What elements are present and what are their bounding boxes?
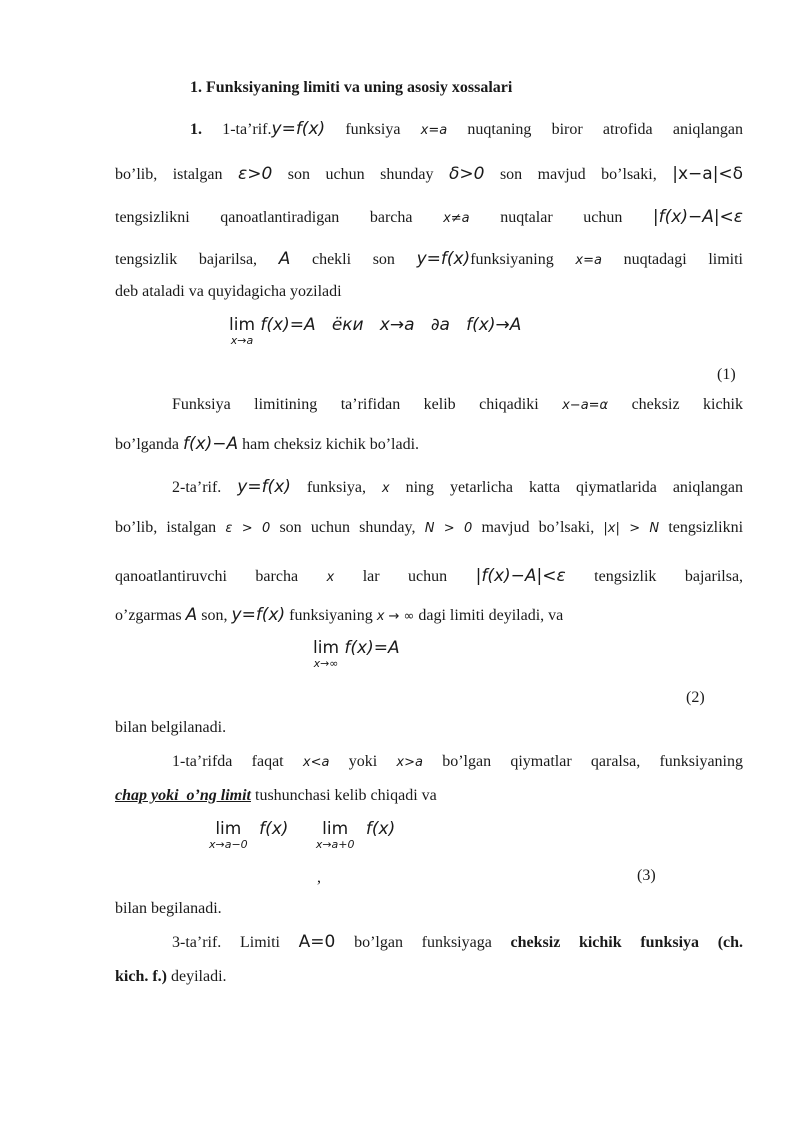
text: bilan begilanadi. (115, 900, 222, 917)
formula-N-pos: N > 0 (424, 521, 473, 536)
text: nuqtadagi limiti (623, 251, 743, 268)
formula-y-fx: y=f(x) (231, 605, 286, 625)
formula-1-body: f(x)=A ёки x→a ∂а f(x)→A (260, 315, 522, 335)
section-title-text: 1. Funksiyaning limiti va uning asosiy xossalari (190, 79, 513, 96)
formula-x-a-alpha: x−a=α (562, 398, 609, 413)
text: nuqtalar uchun (500, 209, 623, 226)
formula-abs-x-a: |x−a|<δ (672, 164, 744, 184)
formula-A-zero: A=0 (298, 932, 336, 952)
text: deb ataladi va quyidagicha yoziladi (115, 283, 342, 300)
def1-line5 (115, 284, 743, 300)
equation-number-2: (2) (686, 689, 705, 706)
equation-number-1: (1) (717, 366, 736, 383)
after-formula-3 (115, 901, 743, 917)
formula-x-gt-a: x>a (396, 755, 423, 770)
def1-label: 1-ta’rif. (222, 121, 272, 138)
lim-right-operator (316, 819, 355, 851)
formula-y-fx: y=f(x) (271, 119, 326, 139)
text: tengsizlikni (668, 519, 744, 536)
text: funksiyaning (289, 607, 373, 624)
def3-line1 (172, 934, 743, 951)
formula-eps-pos: ε > 0 (225, 521, 271, 536)
def2-line2 (115, 520, 743, 537)
formula-epsilon: ε>0 (238, 164, 273, 184)
formula-x-eq-a: x=a (575, 253, 602, 268)
lim-subscript: x→a+0 (315, 838, 355, 851)
text: tengsizlikni qanoatlantiradigan barcha (115, 209, 413, 226)
formula-3 (209, 819, 395, 851)
formula-x: x (381, 481, 390, 496)
text: mavjud bo’lsaki, (481, 519, 595, 536)
text: tengsizlik bajarilsa, (115, 251, 258, 268)
text: bo’lganda (115, 436, 179, 453)
text: 1-ta’rifda faqat (172, 753, 284, 770)
text: tengsizlik bajarilsa, (594, 568, 744, 585)
formula-x-eq-a: x=a (420, 123, 448, 138)
text: son uchun shunday (287, 166, 434, 183)
text: dagi limiti deyiladi, va (418, 607, 564, 624)
text: bo’lib, istalgan (115, 519, 217, 536)
formula-3-right-body: f(x) (365, 819, 396, 839)
after-formula-2 (115, 720, 743, 736)
lim-text: lim (322, 819, 349, 839)
text: 3-ta’rif. Limiti (172, 934, 280, 951)
def2-line4 (115, 607, 743, 625)
formula-2-body: f(x)=A (344, 638, 400, 658)
formula-abs-f-a: |f(x)−A|<ε (475, 566, 566, 586)
one-sided-limit-term: chap yoki o’ng limit (115, 787, 251, 804)
text: deyiladi. (171, 968, 227, 985)
text: bo’lib, istalgan (115, 166, 223, 183)
formula-1 (229, 315, 521, 347)
text: son uchun shunday, (279, 519, 416, 536)
text: funksiyaning (470, 251, 554, 268)
formula-A: A (185, 605, 198, 625)
formula-x-to-inf: x → ∞ (376, 609, 415, 624)
lim-operator (229, 315, 255, 347)
formula-2 (313, 638, 400, 670)
text: ham cheksiz kichik bo’ladi. (242, 436, 420, 453)
infinitesimal-abbrev: kich. f.) (115, 968, 167, 985)
formula-y-fx: y=f(x) (416, 249, 471, 269)
text: chekli son (311, 251, 395, 268)
section-title (190, 80, 750, 96)
text: lar uchun (362, 568, 448, 585)
infinitesimal-term: cheksiz kichik funksiya (ch. (510, 934, 744, 951)
def1-line3 (115, 209, 743, 227)
para3-line2 (115, 788, 743, 804)
text: bo’lgan qiymatlar qaralsa, funksiyaning (442, 753, 744, 770)
text: funksiya (345, 121, 401, 138)
text: qanoatlantiruvchi barcha (115, 568, 299, 585)
text: tushunchasi kelib chiqadi va (255, 787, 437, 804)
text: Funksiya limitining ta’rifidan kelib chiqadiki (172, 396, 539, 413)
formula-x-neq-a: x≠a (443, 211, 470, 226)
def1-line2 (115, 166, 743, 183)
def1-line4 (115, 251, 743, 269)
def3-line2 (115, 969, 743, 985)
def2-line3 (115, 568, 743, 586)
text: son, (201, 607, 228, 624)
lim-subscript: x→a (230, 334, 254, 347)
def1-number: 1. (190, 121, 202, 138)
lim-operator (313, 638, 339, 670)
formula-f-minus-A: f(x)−A (182, 434, 239, 454)
lim-subscript: x→a−0 (209, 838, 248, 851)
text: ning yetarlicha katta qiymatlarida aniqlangan (405, 479, 744, 496)
formula-delta: δ>0 (448, 164, 485, 184)
formula-x: x (326, 570, 335, 585)
text: yoki (348, 753, 378, 770)
equation-number-3: (3) (637, 867, 656, 884)
lim-text: lim (215, 819, 242, 839)
lim-left-operator (209, 819, 248, 851)
text: son mavjud bo’lsaki, (499, 166, 657, 183)
formula-abs-x-N: |x| > N (603, 521, 660, 536)
formula-x-lt-a: x<a (302, 755, 330, 770)
text: bo’lgan funksiyaga (354, 934, 492, 951)
formula-3-left-body: f(x) (259, 819, 289, 839)
def2-label: 2-ta’rif. (172, 479, 222, 496)
text: nuqtaning biror atrofida aniqlangan (467, 121, 744, 138)
lim-subscript: x→∞ (313, 657, 339, 670)
lim-text: lim (229, 315, 256, 335)
text: cheksiz kichik (631, 396, 743, 413)
text: o’zgarmas (115, 607, 182, 624)
text: funksiya, (306, 479, 366, 496)
formula-y-fx: y=f(x) (237, 477, 291, 497)
para2-line1 (172, 397, 743, 414)
def2-line1 (172, 479, 743, 497)
def1-line1 (190, 121, 743, 139)
formula-3-comma: , (317, 869, 321, 886)
formula-abs-f-a: |f(x)−A|<ε (652, 207, 743, 227)
para3-line1 (172, 754, 743, 771)
formula-A: A (278, 249, 291, 269)
lim-text: lim (313, 638, 340, 658)
para2-line2 (115, 436, 743, 453)
text: bilan belgilanadi. (115, 719, 227, 736)
